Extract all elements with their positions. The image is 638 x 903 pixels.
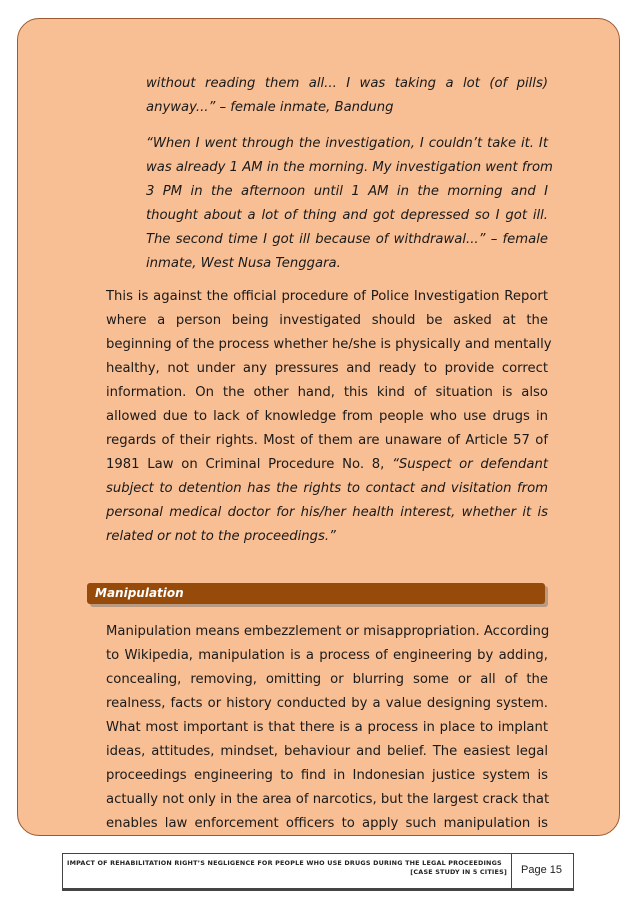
quote-line: inmate, West Nusa Tenggara. [146,256,341,271]
article-quote-line: personal medical doctor for his/her health interest, whether it is [106,505,548,520]
paragraph-line: ideas, attitudes, mindset, behaviour and belief. The easiest legal [106,744,548,759]
article-quote-start: “Suspect or defendant [392,457,548,472]
footer-divider [511,853,512,889]
quote-line: 3 PM in the afternoon until 1 AM in the morning and I [146,184,548,199]
paragraph-line: concealing, removing, omitting or blurring some or all of the [106,672,548,687]
paragraph-line: to Wikipedia, manipulation is a process of engineering by adding, [106,648,548,663]
paragraph-line: This is against the official procedure of Police Investigation Report [106,289,548,304]
section-heading: Manipulation [95,586,184,600]
footer-title-line2: [CASE STUDY IN 5 CITIES] [410,868,507,876]
page-footer [62,853,574,889]
paragraph-line: regards of their rights. Most of them are unaware of Article 57 of [106,433,548,448]
paragraph-line: where a person being investigated should be asked at the [106,313,548,328]
section-heading-bar [87,583,545,604]
paragraph-line: beginning of the process whether he/she is physically and mentally [106,337,552,352]
paragraph-line: What most important is that there is a process in place to implant [106,720,548,735]
page-number: Page 15 [521,864,562,876]
paragraph-line: enables law enforcement officers to apply such manipulation is [106,816,548,831]
quote-line: without reading them all... I was taking a lot (of pills) [146,76,548,91]
footer-underline [62,889,574,891]
paragraph-text: 1981 Law on Criminal Procedure No. 8, [106,457,393,472]
footer-title-line1: IMPACT OF REHABILITATION RIGHT’S NEGLIGENCE FOR PEOPLE WHO USE DRUGS DURING THE LEGAL PROCEEDINGS [67,859,502,867]
paragraph-line: information. On the other hand, this kind of situation is also [106,385,548,400]
paragraph-line: healthy, not under any pressures and ready to provide correct [106,361,548,376]
quote-line: “When I went through the investigation, I couldn’t take it. It [146,136,548,151]
paragraph-line: realness, facts or history conducted by a value designing system. [106,696,548,711]
article-quote-line: related or not to the proceedings.” [106,529,336,544]
quote-line: anyway...” – female inmate, Bandung [146,100,394,115]
quote-line: thought about a lot of thing and got depressed so I got ill. [146,208,548,223]
paragraph-line: proceedings engineering to find in Indonesian justice system is [106,768,548,783]
quote-line: was already 1 AM in the morning. My investigation went from [146,160,553,175]
quote-bandung [146,72,548,120]
quote-line: The second time I got ill because of withdrawal...” – female [146,232,548,247]
footer-title [67,859,507,876]
quote-west-nusa-tenggara [146,132,553,276]
paragraph-line: actually not only in the area of narcotics, but the largest crack that [106,792,550,807]
paragraph-line: Manipulation means embezzlement or misappropriation. According [106,624,550,639]
paragraph-line: allowed due to lack of knowledge from people who use drugs in [106,409,548,424]
paragraph-line-mixed [106,453,548,477]
paragraph-manipulation [106,620,548,836]
article-quote-line: subject to detention has the rights to contact and visitation from [106,481,548,496]
paragraph-procedure [106,285,552,549]
